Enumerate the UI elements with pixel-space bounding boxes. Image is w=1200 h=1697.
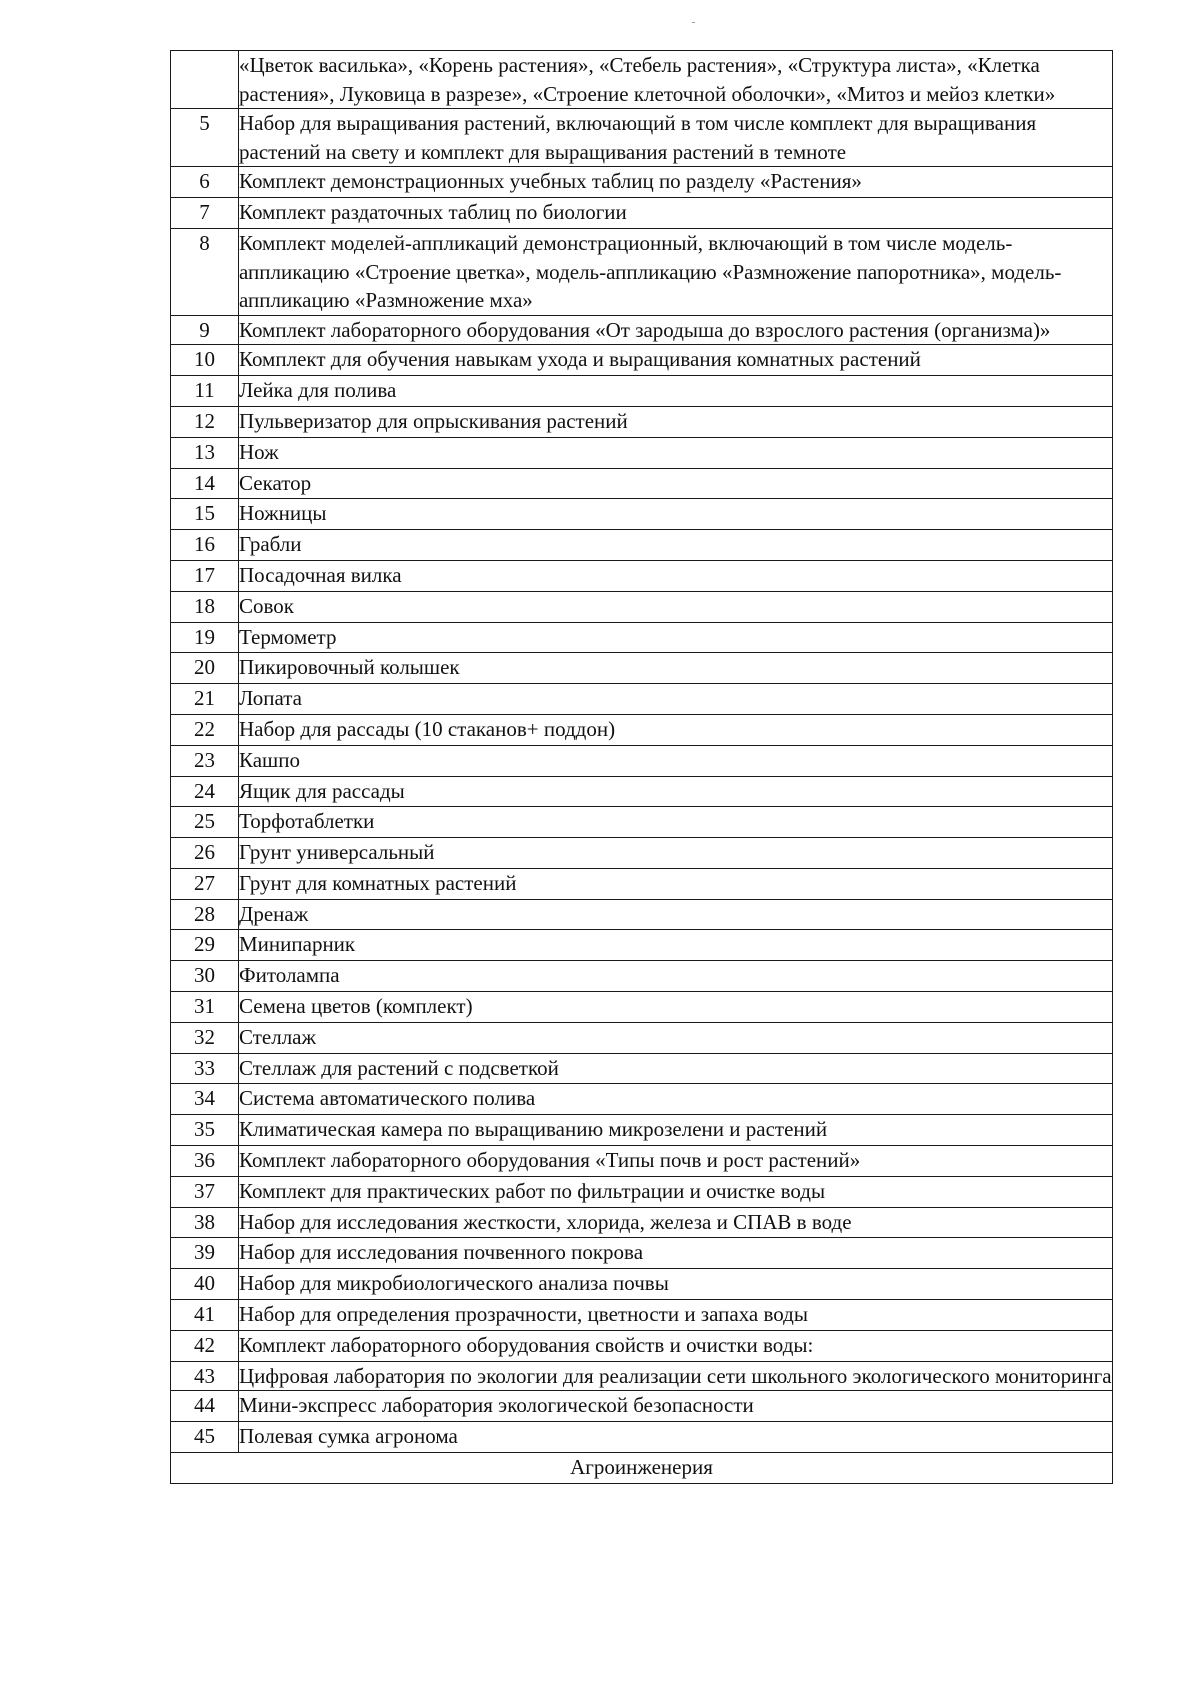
row-description: Комплект раздаточных таблиц по биологии (239, 198, 1113, 229)
row-number: 17 (171, 560, 239, 591)
row-number: 5 (171, 109, 239, 167)
row-description: Минипарник (239, 930, 1113, 961)
row-number: 24 (171, 776, 239, 807)
row-number: 42 (171, 1330, 239, 1361)
row-description: Термометр (239, 622, 1113, 653)
row-description: Грунт для комнатных растений (239, 868, 1113, 899)
row-description: Грабли (239, 530, 1113, 561)
row-description: Пульверизатор для опрыскивания растений (239, 406, 1113, 437)
row-description: Нож (239, 437, 1113, 468)
table-row (171, 838, 1113, 869)
row-number: 40 (171, 1269, 239, 1300)
row-description: Пикировочный колышек (239, 653, 1113, 684)
row-description: Стеллаж (239, 1022, 1113, 1053)
row-description: Лопата (239, 684, 1113, 715)
table-row (171, 376, 1113, 407)
row-description: Комплект демонстрационных учебных таблиц по разделу «Растения» (239, 167, 1113, 198)
row-number: 21 (171, 684, 239, 715)
row-description: Комплект для практических работ по фильтрации и очистке воды (239, 1176, 1113, 1207)
table-row (171, 315, 1113, 345)
scan-speck (692, 22, 695, 23)
table-row (171, 406, 1113, 437)
row-description: Стеллаж для растений с подсветкой (239, 1053, 1113, 1084)
table-row (171, 622, 1113, 653)
row-description: Семена цветов (комплект) (239, 992, 1113, 1023)
row-description: Фитолампа (239, 961, 1113, 992)
row-description: Лейка для полива (239, 376, 1113, 407)
row-description: Торфотаблетки (239, 807, 1113, 838)
row-number: 11 (171, 376, 239, 407)
table-row (171, 1207, 1113, 1238)
row-number: 37 (171, 1176, 239, 1207)
table-row (171, 1269, 1113, 1300)
row-description: Секатор (239, 468, 1113, 499)
table-row (171, 1115, 1113, 1146)
row-number: 41 (171, 1300, 239, 1331)
row-description: Набор для рассады (10 стаканов+ поддон) (239, 714, 1113, 745)
row-description: Грунт универсальный (239, 838, 1113, 869)
table-row (171, 345, 1113, 376)
row-description: Кашпо (239, 745, 1113, 776)
row-description: Посадочная вилка (239, 560, 1113, 591)
table-row (171, 1361, 1113, 1391)
row-number: 19 (171, 622, 239, 653)
table-row (171, 167, 1113, 198)
row-number: 23 (171, 745, 239, 776)
table-row (171, 468, 1113, 499)
section-row (171, 1452, 1113, 1483)
row-description: Полевая сумка агронома (239, 1422, 1113, 1453)
row-number: 6 (171, 167, 239, 198)
row-number: 15 (171, 499, 239, 530)
row-description: Совок (239, 591, 1113, 622)
table-row (171, 109, 1113, 167)
table-row (171, 1022, 1113, 1053)
table-row (171, 807, 1113, 838)
table-row (171, 745, 1113, 776)
table-row (171, 899, 1113, 930)
table-row (171, 653, 1113, 684)
row-number: 20 (171, 653, 239, 684)
row-number: 45 (171, 1422, 239, 1453)
row-description: Комплект лабораторного оборудования «Типы почв и рост растений» (239, 1146, 1113, 1177)
row-number: 8 (171, 228, 239, 315)
table-row (171, 198, 1113, 229)
row-number: 43 (171, 1361, 239, 1391)
row-description: Набор для определения прозрачности, цветности и запаха воды (239, 1300, 1113, 1331)
row-description: Климатическая камера по выращиванию микрозелени и растений (239, 1115, 1113, 1146)
row-description: Цифровая лаборатория по экологии для реализации сети школьного экологического мониторинга (239, 1361, 1113, 1391)
equipment-table (170, 50, 1113, 1484)
row-description: Набор для выращивания растений, включающий в том числе комплект для выращивания растений на свету и комплект для выращивания растений в темноте (239, 109, 1113, 167)
row-number: 38 (171, 1207, 239, 1238)
row-number: 12 (171, 406, 239, 437)
row-number: 9 (171, 315, 239, 345)
table-row (171, 1238, 1113, 1269)
equipment-table-body (171, 51, 1113, 1484)
row-number: 36 (171, 1146, 239, 1177)
row-number: 44 (171, 1391, 239, 1422)
row-description: Набор для микробиологического анализа почвы (239, 1269, 1113, 1300)
table-row (171, 499, 1113, 530)
row-number: 26 (171, 838, 239, 869)
row-number: 18 (171, 591, 239, 622)
row-number: 13 (171, 437, 239, 468)
table-row (171, 560, 1113, 591)
row-number: 25 (171, 807, 239, 838)
table-row (171, 1053, 1113, 1084)
row-number: 29 (171, 930, 239, 961)
row-description: Набор для исследования почвенного покрова (239, 1238, 1113, 1269)
table-row (171, 437, 1113, 468)
table-row (171, 1084, 1113, 1115)
table-row (171, 1176, 1113, 1207)
table-row (171, 684, 1113, 715)
row-number: 32 (171, 1022, 239, 1053)
row-description: Мини-экспресс лаборатория экологической безопасности (239, 1391, 1113, 1422)
row-number: 35 (171, 1115, 239, 1146)
table-row (171, 992, 1113, 1023)
table-row (171, 776, 1113, 807)
table-row (171, 591, 1113, 622)
row-number: 14 (171, 468, 239, 499)
table-row (171, 1391, 1113, 1422)
table-row (171, 228, 1113, 315)
row-number: 34 (171, 1084, 239, 1115)
table-row (171, 868, 1113, 899)
row-description: Комплект лабораторного оборудования свойств и очистки воды: (239, 1330, 1113, 1361)
table-row (171, 51, 1113, 109)
row-description: Комплект для обучения навыкам ухода и выращивания комнатных растений (239, 345, 1113, 376)
section-title: Агроинженерия (171, 1452, 1113, 1483)
row-description: Дренаж (239, 899, 1113, 930)
row-number: 22 (171, 714, 239, 745)
row-number: 16 (171, 530, 239, 561)
row-number: 33 (171, 1053, 239, 1084)
table-row (171, 714, 1113, 745)
row-description: Система автоматического полива (239, 1084, 1113, 1115)
row-description: Набор для исследования жесткости, хлорида, железа и СПАВ в воде (239, 1207, 1113, 1238)
row-description: «Цветок василька», «Корень растения», «Стебель растения», «Структура листа», «Клетка растения», Луковица в разрезе», «Строение клеточной оболочки», «Митоз и мейоз клетки» (239, 51, 1113, 109)
table-row (171, 1300, 1113, 1331)
row-number: 31 (171, 992, 239, 1023)
row-description: Комплект моделей-аппликаций демонстрационный, включающий в том числе модель-аппликацию «Строение цветка», модель-аппликацию «Размножение папоротника», модель-аппликацию «Размножение мха» (239, 228, 1113, 315)
row-number: 7 (171, 198, 239, 229)
row-number: 28 (171, 899, 239, 930)
table-row (171, 1330, 1113, 1361)
table-row (171, 530, 1113, 561)
table-row (171, 930, 1113, 961)
table-row (171, 1422, 1113, 1453)
row-number: 30 (171, 961, 239, 992)
row-number (171, 51, 239, 109)
row-number: 39 (171, 1238, 239, 1269)
row-description: Комплект лабораторного оборудования «От зародыша до взрослого растения (организма)» (239, 315, 1113, 345)
table-row (171, 1146, 1113, 1177)
row-number: 27 (171, 868, 239, 899)
row-number: 10 (171, 345, 239, 376)
table-row (171, 961, 1113, 992)
row-description: Ящик для рассады (239, 776, 1113, 807)
row-description: Ножницы (239, 499, 1113, 530)
